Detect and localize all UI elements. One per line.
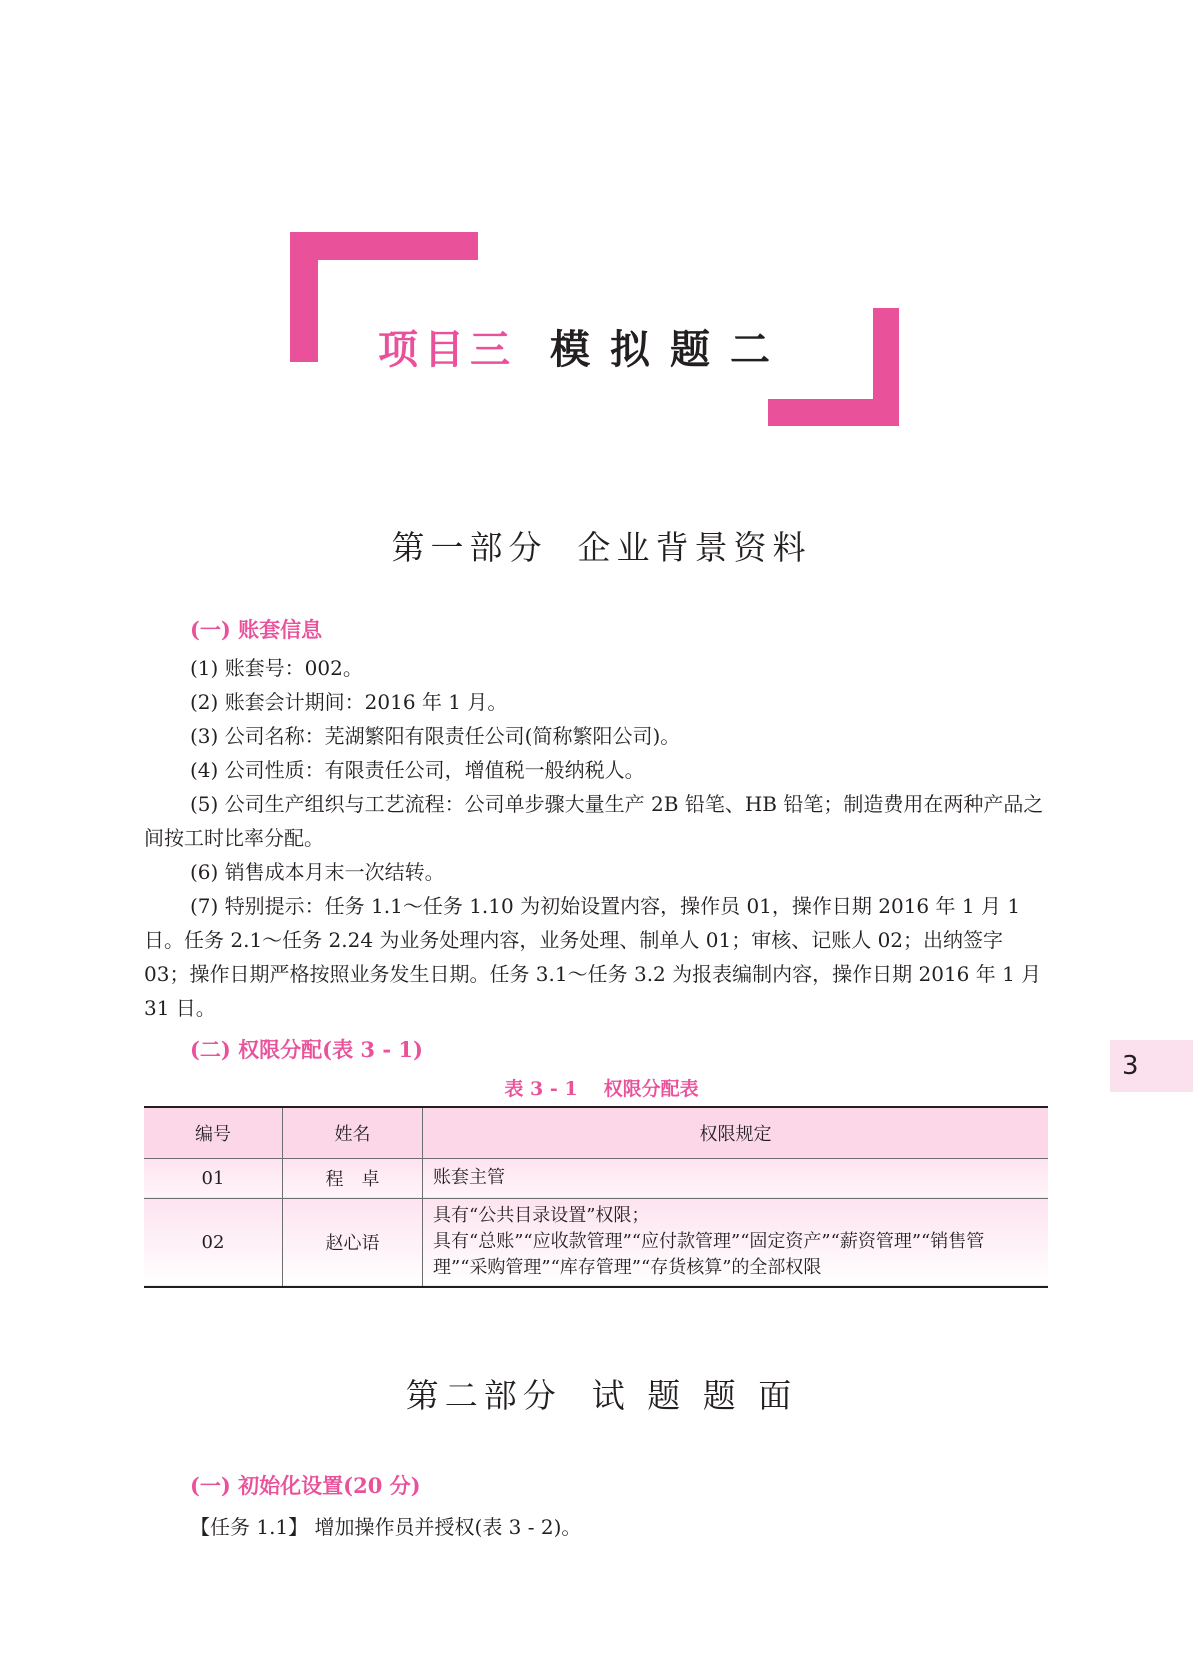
info-item-3: (3) 公司名称：芜湖繁阳有限责任公司(简称繁阳公司)。 — [190, 724, 681, 748]
frame-top-bar — [290, 232, 478, 260]
header-name: 姓名 — [283, 1107, 423, 1158]
chapter-main-title: 模拟题二 — [550, 326, 790, 373]
permission-line: 具有“公共目录设置”权限； — [433, 1205, 650, 1227]
chapter-title — [378, 318, 790, 375]
info-item-2: (2) 账套会计期间：2016 年 1 月。 — [190, 690, 508, 714]
cell-permission: 账套主管 — [423, 1158, 1049, 1198]
info-item-4: (4) 公司性质：有限责任公司，增值税一般纳税人。 — [190, 758, 645, 782]
table-caption-number: 表 3 - 1 — [504, 1078, 578, 1100]
table-caption-title: 权限分配表 — [603, 1078, 699, 1100]
frame-left-bar — [290, 232, 318, 362]
section-heading-account-info: (一) 账套信息 — [190, 617, 323, 642]
info-item-7: (7) 特别提示：任务 1.1～任务 1.10 为初始设置内容，操作员 01，操作日期 2016 年 1 月 1 日。任务 2.1～任务 2.24 为业务处理内容，业务处理、制单人 01；审核、记账人 02；出纳签字 03；操作日期严格按照业务发生日期。任务 3.1～任务 3.2 为报表编制内容，操作日期 2016 年 1 月 31 日。 — [144, 894, 1042, 1020]
part2-title — [0, 1370, 1203, 1417]
header-permission: 权限规定 — [423, 1107, 1049, 1158]
cell-name: 程 卓 — [283, 1158, 423, 1198]
section-heading-init: (一) 初始化设置(20 分) — [190, 1473, 421, 1498]
chapter-prefix: 项目三 — [378, 326, 516, 373]
table-row — [144, 1198, 1048, 1287]
page-number-tab: 3 — [1110, 1040, 1193, 1092]
section-heading-permissions: (二) 权限分配(表 3 - 1) — [190, 1037, 423, 1062]
table-caption — [0, 1074, 1203, 1101]
part1-label: 第一部分 — [391, 528, 548, 567]
part1-heading: 企业背景资料 — [577, 528, 812, 567]
cell-name: 赵心语 — [283, 1198, 423, 1287]
frame-bottom-bar — [768, 399, 899, 426]
cell-id: 02 — [144, 1198, 283, 1287]
info-item-1: (1) 账套号：002。 — [190, 656, 363, 680]
header-id: 编号 — [144, 1107, 283, 1158]
part2-label: 第二部分 — [405, 1376, 562, 1415]
info-item-5: (5) 公司生产组织与工艺流程：公司单步骤大量生产 2B 铅笔、HB 铅笔；制造费用在两种产品之间按工时比率分配。 — [144, 792, 1044, 850]
task-1-1: 【任务 1.1】 增加操作员并授权(表 3 - 2)。 — [190, 1515, 582, 1539]
info-item-6: (6) 销售成本月末一次结转。 — [190, 860, 445, 884]
cell-permission — [423, 1198, 1049, 1287]
permission-line: 具有“总账”“应收款管理”“应付款管理”“固定资产”“薪资管理”“销售管理”“采购管理”“库存管理”“存货核算”的全部权限 — [433, 1231, 985, 1279]
table-row — [144, 1158, 1048, 1198]
permission-table — [144, 1106, 1048, 1288]
cell-id: 01 — [144, 1158, 283, 1198]
part1-title — [0, 522, 1203, 569]
part2-heading: 试 题 题 面 — [591, 1376, 798, 1415]
table-header-row — [144, 1107, 1048, 1158]
